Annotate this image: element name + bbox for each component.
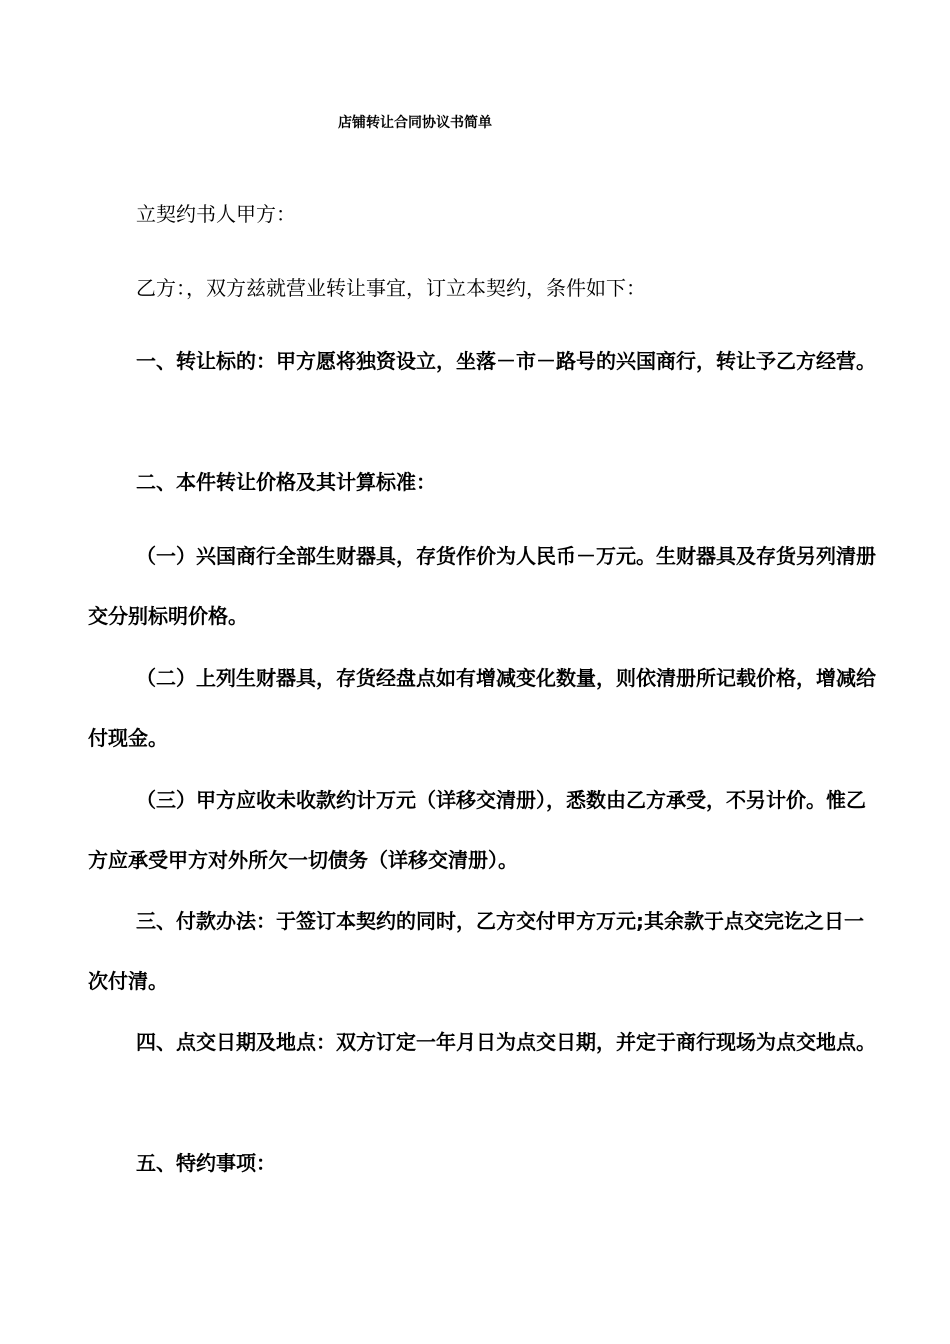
clause-5-special-terms: 五、特约事项： bbox=[136, 1151, 276, 1175]
clause-2-item-2: （二）上列生财器具，存货经盘点如有增减变化数量，则依清册所记载价格，增减给付现金。 bbox=[88, 666, 876, 750]
clause-2-item-1: （一）兴国商行全部生财器具，存货作价为人民币－万元。生财器具及存货另列清册交分别标明价格。 bbox=[88, 544, 876, 628]
clause-1-transfer-object: 一、转让标的：甲方愿将独资设立，坐落－市－路号的兴国商行，转让予乙方经营。 bbox=[136, 349, 876, 373]
clause-2-item-3: （三）甲方应收未收款约计万元（详移交清册），悉数由乙方承受，不另计价。惟乙方应承受甲方对外所欠一切债务（详移交清册）。 bbox=[88, 788, 866, 872]
clause-3-payment: 三、付款办法：于签订本契约的同时，乙方交付甲方万元;其余款于点交完讫之日一次付清。 bbox=[88, 909, 864, 993]
clause-4-handover: 四、点交日期及地点：双方订定一年月日为点交日期，并定于商行现场为点交地点。 bbox=[136, 1030, 876, 1054]
party-b-line: 乙方：，双方兹就营业转让事宜，订立本契约，条件如下： bbox=[136, 276, 646, 300]
party-a-line: 立契约书人甲方： bbox=[136, 202, 296, 226]
clause-2-heading: 二、本件转让价格及其计算标准： bbox=[136, 470, 436, 494]
document-title: 店铺转让合同协议书简单 bbox=[338, 115, 492, 131]
